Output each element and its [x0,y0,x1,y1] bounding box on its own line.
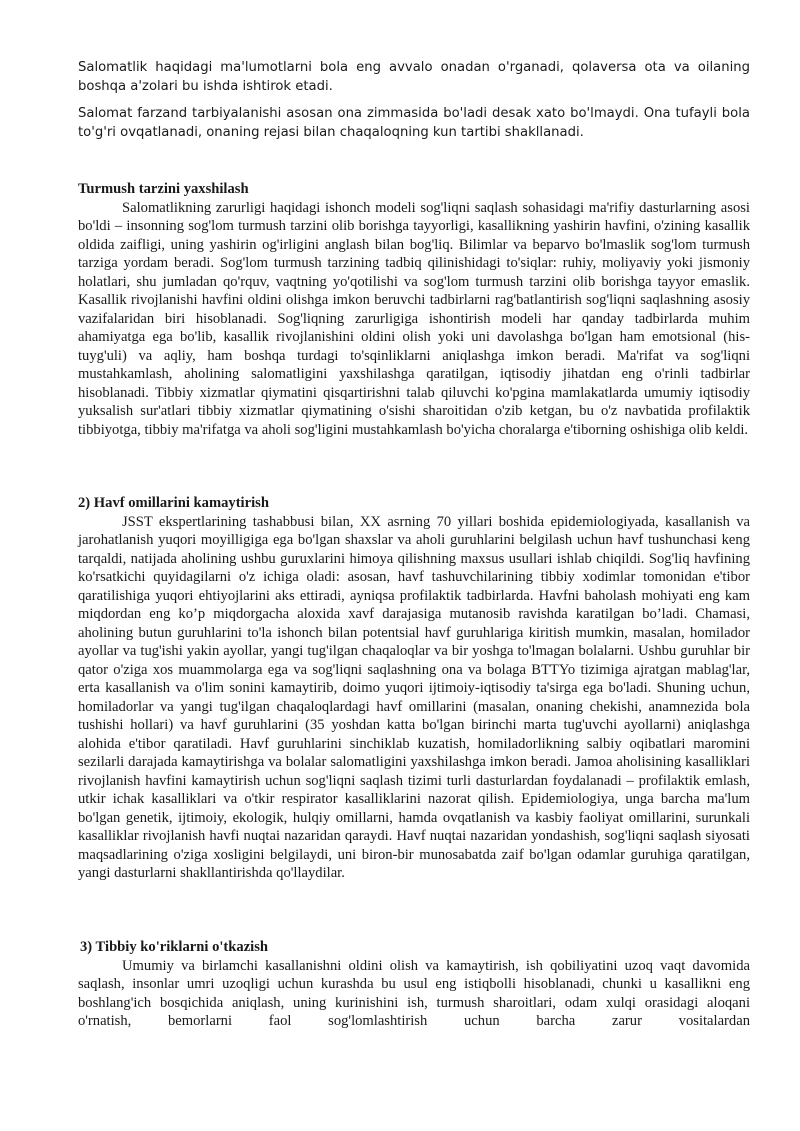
section-heading: 2) Havf omillarini kamaytirish [78,495,269,511]
section-medical-exams [78,938,750,1031]
intro-paragraph-2: Salomat farzand tarbiyalanishi asosan ona zimmasida bo'ladi desak xato bo'lmaydi. Ona tufayli bola to'g'ri ovqatlanadi, onaning rejasi bilan chaqaloqning kun tartibi shakllanadi. [78,106,750,140]
section-risk-factors [78,494,750,883]
section-paragraph: JSST ekspertlarining tashabbusi bilan, XX asrning 70 yillari boshida epidemiologiyada, kasallanish va jarohatlanish yuqori moyilligiga ega bo'lgan shaxslar va aholi guruhlarini belgilash uchun havf tushunchasi keng tarqaldi, natijada aholining ushbu guruxlarini himoya qilishning maxsus usullari ishlab chiqildi. Sog'liq havfining ko'rsatkichi quyidagilarni o'z ichiga oladi: asosan, havf tashuvchilarining tibbiy xodimlar tomonidan e'tibor qaratilishiga yuqori ehtiyojlarini aks ettiradi, ayniqsa profilaktik tadbirlarda. Havfni baholash mohiyati eng kam miqdordan eng ko’p miqdorgacha aloxida xavf darajasiga mutanosib ravishda karatilgan bo’ladi. Chamasi, aholining butun guruhlarini to'la ishonch bilan potentsial havf guruhlariga kiritish mumkin, masalan, homilador ayollar va tug'ishi yakin ayollar, yangi tug'ilgan chaqaloqlar va bir yoshga to'lmagan bolalarni. Ushbu guruhlar bir qator o'ziga xos muammolarga ega va sog'liqni saqlashning ona va bolaga BTTYo tizimiga ajratgan mablag'lar, erta kasallanish va o'lim sonini kamaytirib, doimo yuqori ijtimoiy-iqtisodiy ta'sirga ega bo'ladi. Shuning uchun, homiladorlar va yangi tug'ilgan chaqaloqlardagi havf omillarini (masalan, onaning chekishi, anamnezida bola tushishi hollari) va havf guruhlarini (35 yoshdan katta bo'lgan birinchi marta tug'uvchi ayollarni) aniqlashga alohida e'tibor qaratiladi. Havf guruhlarini sinchiklab kuzatish, homiladorlikning salbiy oqibatlari maromini sezilarli darajada kamaytirishga va bolalar salomatligini yaxshilashga imkon beradi. Jamoa aholisining kasalliklari rivojlanish havfini kamaytirish uchun sog'liqni saqlash tizimi turli dasturlardan foydalanadi – profilaktik emlash, utkir ichak kasalliklari va o'tkir respirator kasalliklarini nazorat qilish. Epidemiologiya, unga barcha ma'lum bo'lgan genetik, ijtimoiy, ekologik, hulqiy omillarni, hamda ovqatlanish va kasbiy faoliyat omillarini, surunkali kasalliklar rivojlanish havfi nuqtai nazaridan qaraydi. Havf nuqtai nazaridan yondashish, sog'liqni saqlash siyosati maqsadlarining o'ziga xosligini belgilaydi, uni biron-bir munosabatda zaif bo'lgan odamlar guruhiga qaratilgan, yangi dasturlarni shakllantirishda qo'llaydilar. [78,513,750,881]
intro-block [78,58,750,142]
section-paragraph: Umumiy va birlamchi kasallanishni oldini olish va kamaytirish, ish qobiliyatini uzoq vaqt davomida saqlash, insonlar umri uzoqligi uchun kurashda bu usul eng istiqbolli hisoblanadi, chunki u kasallikni eng boshlang'ich bosqichida aniqlash, uning kurinishini ish, turmush sharoitlari, odam xulqi orasidagi aloqani o'rnatish, bemorlarni faol sog'lomlashtirish uchun barcha zarur vositalardan [78,957,750,1029]
intro-paragraph-1: Salomatlik haqidagi ma'lumotlarni bola eng avvalo onadan o'rganadi, qolaversa ota va oilaning boshqa a'zolari bu ishda ishtirok etadi. [78,60,750,94]
section-heading: 3) Tibbiy ko'riklarni o'tkazish [80,939,269,955]
section-paragraph: Salomatlikning zarurligi haqidagi ishonch modeli sog'liqni saqlash sohasidagi ma'rifiy dasturlarning asosi bo'ldi – insonning sog'lom turmush tarzini olib borishga tayyorligi, kasallikning yashirin havfini, o'zining kasallik oldida zaifligi, uning yashirin og'irligini anglash bilan bog'liq. Bilimlar va beparvo bo'lmaslik sog'lom turmush tarziga yordam beradi. Sog'lom turmush tarzining tadbiq qilinishidagi to'siqlar: ruhiy, moliyaviy yoki jismoniy holatlari, shu jumladan qo'rquv, vaqtning yo'qotilishi va sog'lom turmush tarzini olib borishga tayyor emaslik. Kasallik rivojlanishi havfini oldini olishga imkon beruvchi tadbirlarni rag'batlantirish sog'liqni saqlashning asosiy vazifalaridan biri hisoblanadi. Sog'liqning zarurligiga ishontirish modeli har qanday tadbirlarda muhim ahamiyatga ega bo'lib, kasallik rivojlanishini oldini olish yoki uni davolashga bo'lgan ham emotsional (his-tuyg'uli) va aqliy, ham boshqa turdagi to'sqinliklarni aniqlashga imkon beradi. Ma'rifat va sog'liqni mustahkamlash, aholining salomatligini yaxshilashga qaratilgan, iqtisodiy jihatdan eng o'rinli tadbirlar hisoblanadi. Tibbiy xizmatlar qiymatini qisqartirishni talab qiluvchi ko'pgina mamlakatlarda umumiy iqtisodiy yuksalish sur'atlari tibbiy xizmatlar qiymatining o'sishi sharoitidan o'zib ketgan, bu o'z navbatida profilaktik tibbiyotga, tibbiy ma'rifatga va aholi sog'ligini mustahkamlash bo'yicha choralarga e'tiborning oshishiga olib keldi. [78,199,750,438]
section-heading: Turmush tarzini yaxshilash [78,181,249,197]
section-lifestyle [78,180,750,439]
